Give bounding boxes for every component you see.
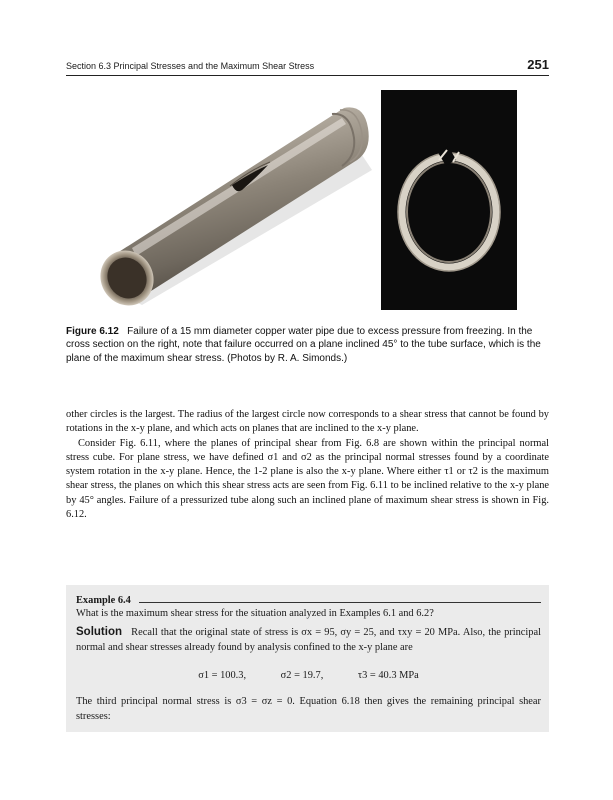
example-question: What is the maximum shear stress for the situation analyzed in Examples 6.1 and 6.2?: [76, 608, 434, 619]
figure-caption-text: Failure of a 15 mm diameter copper water pipe due to excess pressure from freezing. In the cross section on the right, note that failure occurred on a plane inclined 45° to the tube surface, which is the plane of the maximum shear stress. (Photos by R. A. Simonds.): [66, 326, 541, 364]
tau3-value: τ3 = 40.3 MPa: [357, 670, 419, 681]
figure-caption: [66, 325, 549, 365]
example-tail-text: The third principal normal stress is σ3 = σz = 0. Equation 6.18 then gives the remaining principal shear stresses:: [76, 696, 541, 722]
example-solution: [76, 625, 541, 655]
example-box: [66, 585, 549, 732]
paragraph-2: Consider Fig. 6.11, where the planes of principal shear from Fig. 6.8 are shown within the principal normal stress cube. For plane stress, we have defined σ1 and σ2 as the principal normal stresses found by a coordinate system rotation in the x-y plane. Hence, the 1-2 plane is also the x-y plane. Where either τ1 or τ2 is the maximum shear stress, the planes on which this shear stress acts are seen from Fig. 6.11 to be inclined relative to the x-y plane by 45° angles. Failure of a pressurized tube along such an inclined plane of maximum shear stress is shown in Fig. 6.12.: [66, 437, 549, 521]
example-header: [76, 595, 541, 606]
sigma1-value: σ1 = 100.3,: [198, 670, 247, 681]
figure-label: Figure 6.12: [66, 326, 119, 337]
running-header: [66, 57, 549, 76]
example-title: Example 6.4: [76, 595, 131, 606]
page-number: 251: [527, 57, 549, 72]
sigma2-value: σ2 = 19.7,: [280, 670, 324, 681]
example-rule: [139, 602, 541, 603]
solution-label: Solution: [76, 626, 122, 638]
pipe-photo: [92, 90, 375, 310]
solution-text: Recall that the original state of stress is σx = 95, σy = 25, and τxy = 20 MPa. Also, the principal normal and shear stresses already found by analysis confined to the x-y plane are: [76, 627, 541, 653]
cross-section-photo: [381, 90, 517, 310]
principal-stress-equation: [76, 670, 541, 681]
section-title: Section 6.3 Principal Stresses and the Maximum Shear Stress: [66, 61, 315, 71]
paragraph-1: other circles is the largest. The radius of the largest circle now corresponds to a shear stress that cannot be found by rotations in the x-y plane, and which acts on planes that are inclined to the x-y plane.: [66, 409, 549, 435]
body-text: [66, 408, 549, 522]
